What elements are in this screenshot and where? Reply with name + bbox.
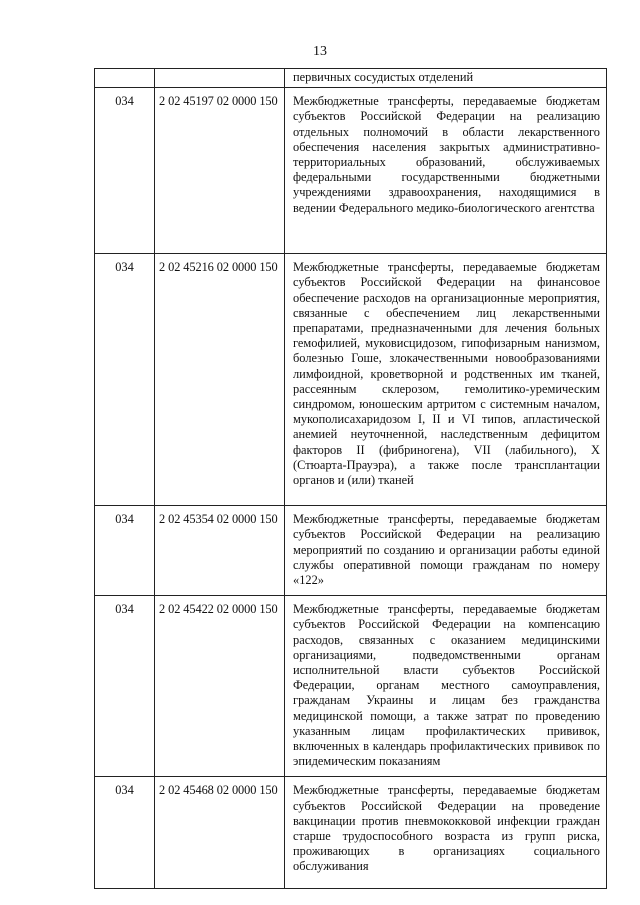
table-row xyxy=(95,506,607,596)
budget-code-cell: 2 02 45354 02 0000 150 xyxy=(155,506,285,596)
table-row-continuation xyxy=(95,69,607,88)
budget-code-cell: 2 02 45422 02 0000 150 xyxy=(155,596,285,777)
table-row xyxy=(95,777,607,889)
admin-code-cell: 034 xyxy=(95,506,155,596)
admin-code-cell: 034 xyxy=(95,88,155,254)
table-row xyxy=(95,88,607,254)
table-row xyxy=(95,596,607,777)
budget-code-cell: 2 02 45197 02 0000 150 xyxy=(155,88,285,254)
page-number: 13 xyxy=(313,44,327,59)
description-cell: Межбюджетные трансферты, передаваемые бюджетам субъектов Российской Федерации на проведение вакцинации против пневмококковой инфекции граждан старше трудоспособного возраста из групп риска, проживающих в организациях социального обслуживания xyxy=(285,777,607,889)
budget-code-cell: 2 02 45216 02 0000 150 xyxy=(155,254,285,506)
admin-code-cell xyxy=(95,69,155,88)
description-cell: Межбюджетные трансферты, передаваемые бюджетам субъектов Российской Федерации на реализацию мероприятий по созданию и организации работы единой службы оперативной помощи гражданам по номеру «122» xyxy=(285,506,607,596)
admin-code-cell: 034 xyxy=(95,777,155,889)
description-cell: Межбюджетные трансферты, передаваемые бюджетам субъектов Российской Федерации на реализацию отдельных полномочий в области лекарственного обеспечения населения закрытых административно-территориальных образований, обслуживаемых федеральными государственными бюджетными учреждениями здравоохранения, находящимися в ведении Федерального медико-биологического агентства xyxy=(285,88,607,254)
description-cell: Межбюджетные трансферты, передаваемые бюджетам субъектов Российской Федерации на финансовое обеспечение расходов на организационные мероприятия, связанные с обеспечением лиц лекарственными препаратами, предназначенными для лечения больных гемофилией, муковисцидозом, гипофизарным нанизмом, болезнью Гоше, злокачественными новообразованиями лимфоидной, кроветворной и родственных им тканей, рассеянным склерозом, гемолитико-уремическим синдромом, юношеским артритом с системным началом, мукополисахаридозом I, II и VI типов, апластической анемией неуточненной, наследственным дефицитом факторов II (фибриногена), VII (лабильного), X (Стюарта-Прауэра), а также после трансплантации органов и (или) тканей xyxy=(285,254,607,506)
admin-code-cell: 034 xyxy=(95,596,155,777)
budget-code-cell xyxy=(155,69,285,88)
description-cell: первичных сосудистых отделений xyxy=(285,69,607,88)
description-cell: Межбюджетные трансферты, передаваемые бюджетам субъектов Российской Федерации на компенсацию расходов, связанных с оказанием медицинскими организациями, подведомственными органам исполнительной власти субъектов Российской Федерации, органам местного самоуправления, гражданам Украины и лицам без гражданства медицинской помощи, а также затрат по проведению указанным лицам профилактических прививок, включенных в календарь профилактических прививок по эпидемическим показаниям xyxy=(285,596,607,777)
admin-code-cell: 034 xyxy=(95,254,155,506)
budget-classification-table xyxy=(94,68,607,889)
budget-code-cell: 2 02 45468 02 0000 150 xyxy=(155,777,285,889)
table-row xyxy=(95,254,607,506)
